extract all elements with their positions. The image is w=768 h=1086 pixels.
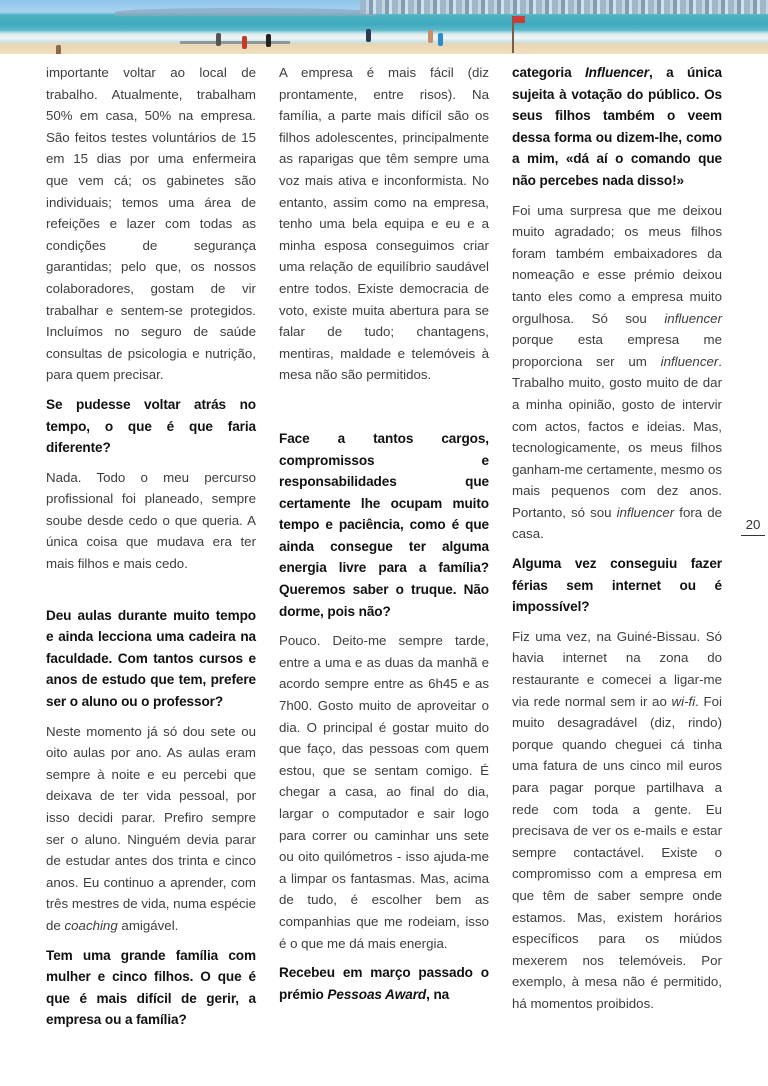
text-span: porque esta empresa me proporciona ser um: [512, 332, 722, 369]
question-heading: [512, 62, 722, 192]
text-span: Neste momento já só dou sete ou oito aulas por ano. As aulas eram sempre à noite e eu percebi que deixava de ter vida pessoal, por isso decidi parar. Prefiro sempre ser o aluno. Ninguém devia parar de estudar antes dos trinta e cinco anos. Eu continuo a aprender, com três mestres de vida, numa espécie de: [46, 723, 256, 933]
red-flag-icon: [513, 16, 525, 23]
question-heading: Tem uma grande família com mulher e cinco filhos. O que é que é mais difícil de gerir, a empresa ou a família?: [46, 947, 256, 1028]
italic-term: influencer: [660, 353, 719, 369]
text-span: Fiz uma vez, na Guiné-Bissau. Só havia internet na zona do restaurante e comecei a ligar-me via rede normal sem ir ao: [512, 628, 722, 709]
city-skyline: [360, 0, 768, 14]
italic-term: Influencer: [585, 65, 649, 80]
text-span: , na: [426, 986, 450, 1002]
distant-hill: [115, 8, 375, 16]
reef-rocks: [180, 41, 290, 44]
text-span: . Trabalho muito, gosto muito de dar a minha opinião, gosto de intervir com actos, factos e ideias. Mas, tecnologicamente, os meus filhos ganham-me certamente, mesmo os mais pequenos com dez anos. Portanto, só sou: [512, 353, 722, 520]
beach-person: [56, 45, 61, 54]
italic-term: coaching: [64, 917, 118, 933]
italic-term: influencer: [664, 310, 722, 326]
answer-paragraph: [512, 626, 722, 1015]
text-column-3: [512, 62, 722, 1023]
text-column-1: [46, 62, 256, 1039]
answer-paragraph: Pouco. Deito-me sempre tarde, entre a uma e as duas da manhã e acordo sempre entre as 6h45 e as 7h00. Gosto muito de aproveitar o dia. O principal é gostar muito do que faço, das pessoas com quem estou, que se sentam comigo. É chegar a casa, ao final do dia, largar o computador e sair logo para correr ou caminhar uns sete ou oito quilómetros - isso ajuda-me a limpar os fantasmas. Mas, acima de tudo, é escolher bem as companhias que me rodeiam, isso é o que me dá mais energia.: [279, 633, 489, 951]
italic-term: Pessoas Award: [327, 986, 427, 1002]
beach-person: [216, 33, 221, 46]
question-heading: Face a tantos cargos, compromissos e responsabilidades que certamente lhe ocupam muito tempo e paciência, como é que ainda consegue ter alguma energia livre para a família? Queremos saber o truque. Não dorme, pois não?: [279, 430, 489, 619]
answer-paragraph: A empresa é mais fácil (diz prontamente, entre risos). Na família, a parte mais difícil são os filhos adolescentes, principalmente as raparigas que têm sempre uma voz mais ativa e inconformista. No entanto, assim como na empresa, tenho uma bela equipa e eu e a minha esposa conseguimos criar uma relação de equilíbrio saudável entre todos. Existe democracia de voto, existe muita abertura para se falar de tudo; chantagens, mentiras, maldade e telemóveis à mesa não são permitidos.: [279, 65, 489, 383]
text-span: categoria: [512, 65, 585, 80]
text-column-2: [279, 62, 489, 1013]
italic-term: influencer: [616, 504, 675, 520]
beach-person: [266, 34, 271, 47]
answer-paragraph: [512, 200, 722, 546]
beach-person: [242, 36, 247, 49]
text-span: Recebeu em março passado o prémio: [279, 965, 489, 1002]
text-span: , a única sujeita à votação do público. Os seus filhos também o veem dessa forma ou dizem-lhe, como a mim, «dá aí o comando que não percebes nada disso!»: [512, 65, 723, 188]
page-number: 20: [741, 517, 765, 536]
beach-person: [438, 33, 443, 46]
header-beach-photo: [0, 0, 768, 54]
text-span: fora de casa.: [512, 504, 722, 542]
beach-person: [366, 29, 371, 42]
question-heading: Se pudesse voltar atrás no tempo, o que é que faria diferente?: [46, 396, 256, 456]
question-heading: [279, 962, 489, 1005]
answer-paragraph: importante voltar ao local de trabalho. Atualmente, trabalham 50% em casa, 50% na empresa. São feitos testes voluntários de 15 em 15 dias por uma enfermeira que vem cá; os gabinetes são individuais; temos uma área de refeições e lazer com todas as condições de segurança garantidas; pelo que, os nossos colaboradores, gostam de vir trabalhar e sentem-se protegidos. Incluímos no seguro de saúde consultas de psicologia e nutrição, para quem precisar.: [46, 65, 256, 383]
italic-term: wi-fi: [671, 693, 696, 709]
answer-paragraph: Nada. Todo o meu percurso profissional foi planeado, sempre soube desde cedo o que queria. A única coisa que mudava era ter mais filhos e mais cedo.: [46, 469, 256, 572]
text-span: . Foi muito desagradável (diz, rindo) porque quando cheguei cá tinha uma fatura de uns cinco mil euros para pagar porque partilhava a rede com toda a gente. Eu precisava de ver os e-mails e estar sempre contactável. Existe o compromisso com a empresa em que têm de saber sempre onde estamos. Mas, existem horários específicos para os miúdos mexerem nos telemóveis. Por exemplo, à mesa não é permitido, há momentos proibidos.: [512, 693, 722, 1011]
question-heading: Alguma vez conseguiu fazer férias sem internet ou é impossível?: [512, 556, 722, 615]
text-span: Foi uma surpresa que me deixou muito agradado; os meus filhos foram também embaixadores da nomeação e esse prémio deixou tanto eles como a empresa muito orgulhosa. Só sou: [512, 202, 722, 326]
question-heading: Deu aulas durante muito tempo e ainda lecciona uma cadeira na faculdade. Com tantos cursos e anos de estudo que tem, prefere ser o aluno ou o professor?: [46, 607, 256, 710]
beach-person: [428, 30, 433, 43]
text-span: amigável.: [117, 917, 179, 933]
answer-paragraph: [46, 721, 256, 937]
